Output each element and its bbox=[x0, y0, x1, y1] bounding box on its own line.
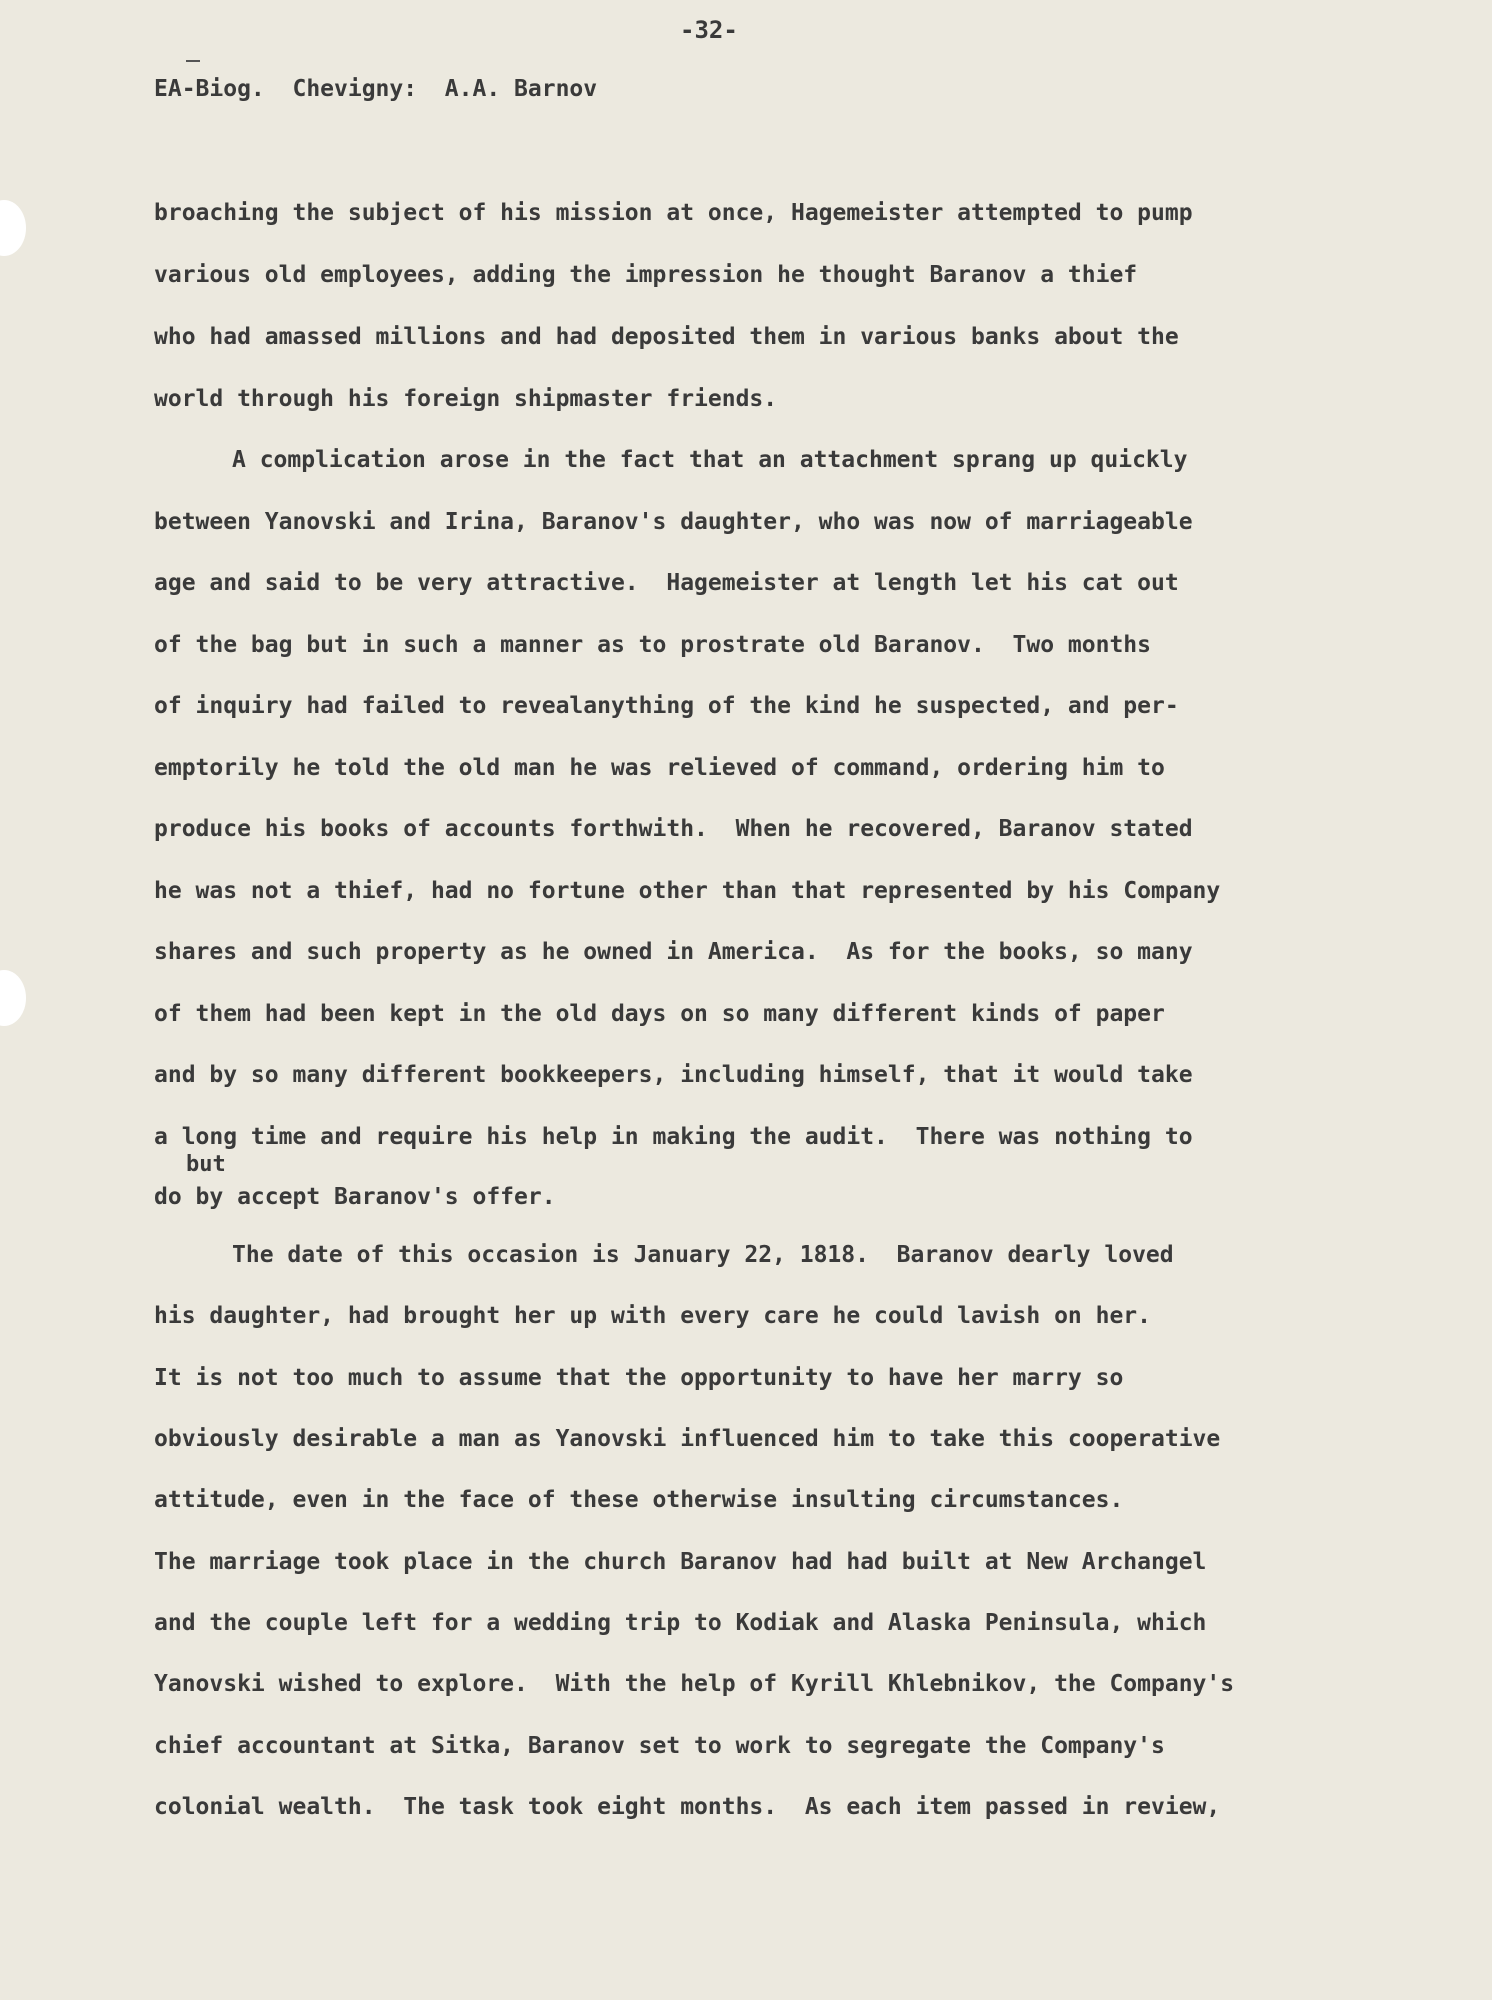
text-line: of inquiry had failed to revealanything of the kind he suspected, and per- bbox=[154, 693, 1179, 719]
pencil-mark bbox=[186, 60, 200, 62]
text-line: broaching the subject of his mission at once, Hagemeister attempted to pump bbox=[154, 200, 1193, 226]
text-line: who had amassed millions and had deposited them in various banks about the bbox=[154, 324, 1179, 350]
text-line: obviously desirable a man as Yanovski influenced him to take this cooperative bbox=[154, 1426, 1221, 1452]
text-line: Yanovski wished to explore. With the help of Kyrill Khlebnikov, the Company's bbox=[154, 1671, 1235, 1697]
text-line: between Yanovski and Irina, Baranov's daughter, who was now of marriageable bbox=[154, 509, 1193, 535]
text-line: world through his foreign shipmaster friends. bbox=[154, 386, 778, 412]
text-line: do by accept Baranov's offer. bbox=[154, 1184, 556, 1210]
text-line: A complication arose in the fact that an attachment sprang up quickly bbox=[232, 447, 1188, 473]
text-line: and by so many different bookkeepers, including himself, that it would take bbox=[154, 1062, 1193, 1088]
punch-hole-bottom bbox=[0, 970, 26, 1026]
text-line: The marriage took place in the church Baranov had had built at New Archangel bbox=[154, 1549, 1207, 1575]
text-line: The date of this occasion is January 22, 1818. Baranov dearly loved bbox=[232, 1242, 1174, 1268]
text-line: his daughter, had brought her up with every care he could lavish on her. bbox=[154, 1303, 1151, 1329]
text-line: chief accountant at Sitka, Baranov set to work to segregate the Company's bbox=[154, 1733, 1165, 1759]
text-line: shares and such property as he owned in America. As for the books, so many bbox=[154, 939, 1193, 965]
text-line: he was not a thief, had no fortune other than that represented by his Company bbox=[154, 878, 1221, 904]
text-line: age and said to be very attractive. Hagemeister at length let his cat out bbox=[154, 570, 1179, 596]
text-line: and the couple left for a wedding trip to Kodiak and Alaska Peninsula, which bbox=[154, 1610, 1207, 1636]
page-header: EA-Biog. Chevigny: A.A. Barnov bbox=[154, 76, 598, 102]
text-line: of them had been kept in the old days on so many different kinds of paper bbox=[154, 1001, 1165, 1027]
text-line: produce his books of accounts forthwith. When he recovered, Baranov stated bbox=[154, 816, 1193, 842]
text-line: It is not too much to assume that the opportunity to have her marry so bbox=[154, 1365, 1124, 1391]
text-line: various old employees, adding the impression he thought Baranov a thief bbox=[154, 262, 1138, 288]
text-line: colonial wealth. The task took eight months. As each item passed in review, bbox=[154, 1794, 1221, 1820]
text-line: emptorily he told the old man he was relieved of command, ordering him to bbox=[154, 755, 1165, 781]
page-number: -32- bbox=[680, 16, 738, 44]
interlinear-correction: but bbox=[186, 1152, 226, 1177]
punch-hole-top bbox=[0, 200, 26, 256]
text-line: a long time and require his help in making the audit. There was nothing to bbox=[154, 1124, 1193, 1150]
text-line: attitude, even in the face of these otherwise insulting circumstances. bbox=[154, 1487, 1124, 1513]
text-line: of the bag but in such a manner as to prostrate old Baranov. Two months bbox=[154, 632, 1151, 658]
